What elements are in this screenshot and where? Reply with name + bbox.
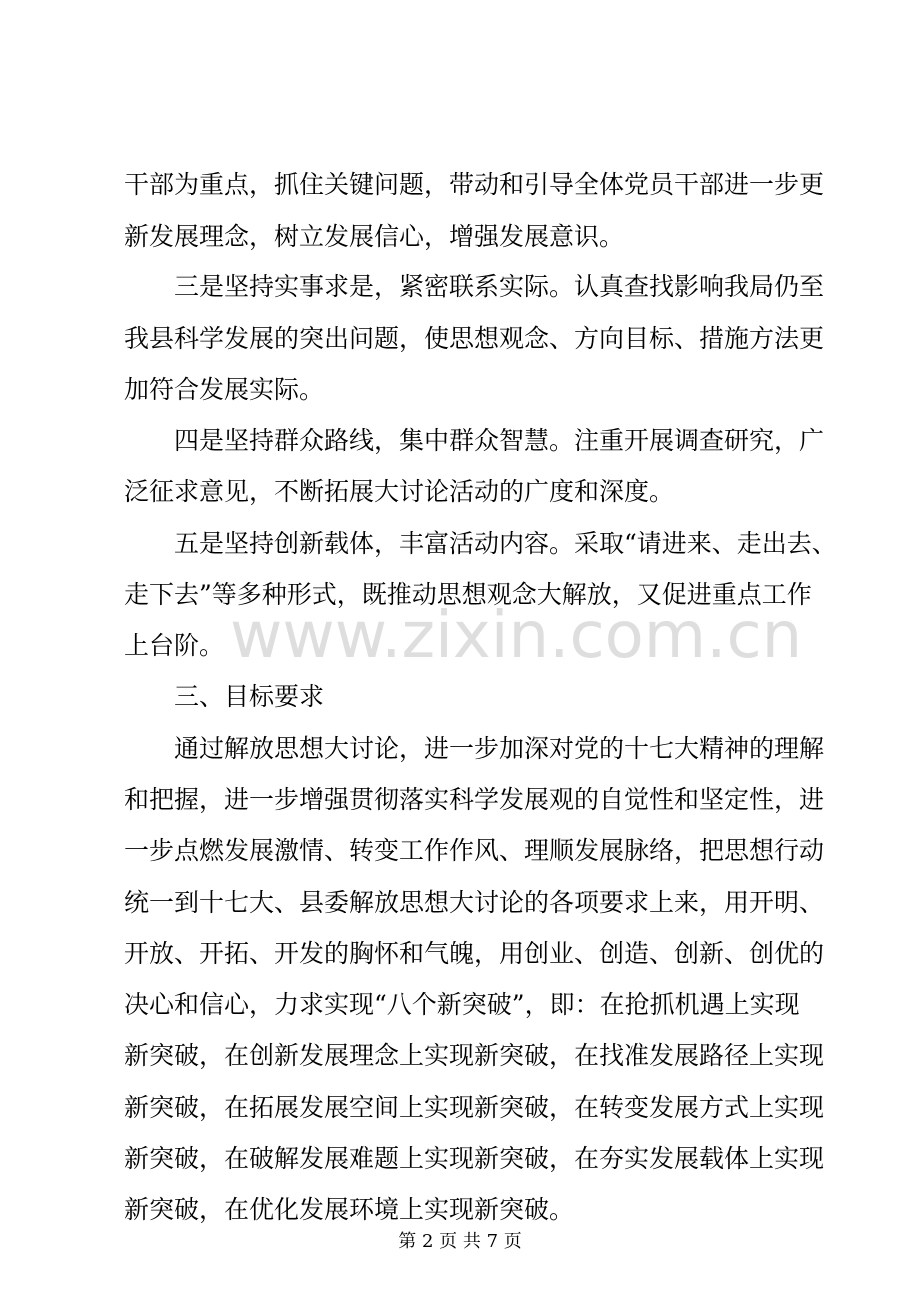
text-line bbox=[0, 985, 920, 1025]
text-line-content: 通过解放思想大讨论，进一步加深对党的十七大精神的理解 bbox=[174, 734, 825, 763]
text-line-content: 新突破，在优化发展环境上实现新突破。 bbox=[124, 1195, 575, 1224]
text-line-content: 决心和信心，力求实现“八个新突破”，即：在抢抓机遇上实现 bbox=[124, 990, 800, 1019]
text-line-content: 四是坚持群众路线，集中群众智慧。注重开展调查研究，广 bbox=[174, 426, 825, 455]
text-line bbox=[0, 472, 920, 512]
text-line-content: 开放、开拓、开发的胸怀和气魄，用创业、创造、创新、创优的 bbox=[124, 939, 825, 968]
text-line bbox=[0, 1088, 920, 1128]
text-line bbox=[0, 1036, 920, 1076]
text-line-content: 新发展理念，树立发展信心，增强发展意识。 bbox=[124, 222, 625, 251]
page-footer: 第 2 页 共 7 页 bbox=[398, 1231, 522, 1252]
text-line bbox=[0, 1139, 920, 1179]
text-line-content: 泛征求意见，不断拓展大讨论活动的广度和深度。 bbox=[124, 477, 675, 506]
text-line-content: 新突破，在创新发展理念上实现新突破，在找准发展路径上实现 bbox=[124, 1041, 825, 1070]
text-line-content: 新突破，在破解发展难题上实现新突破，在夯实发展载体上实现 bbox=[124, 1144, 825, 1173]
text-line bbox=[0, 370, 920, 410]
text-line bbox=[0, 780, 920, 820]
section-heading-text: 三、目标要求 bbox=[174, 682, 325, 711]
text-line-content: 和把握，进一步增强贯彻落实科学发展观的自觉性和坚定性，进 bbox=[124, 785, 825, 814]
section-heading bbox=[0, 677, 920, 717]
text-line bbox=[0, 626, 920, 666]
text-line bbox=[0, 831, 920, 871]
text-line-content: 我县科学发展的突出问题，使思想观念、方向目标、措施方法更 bbox=[124, 324, 825, 353]
watermark: www.zixin.com.cn bbox=[230, 599, 803, 673]
text-line-content: 新突破，在拓展发展空间上实现新突破，在转变发展方式上实现 bbox=[124, 1093, 825, 1122]
text-line-content: 五是坚持创新载体，丰富活动内容。采取“请进来、走出去、 bbox=[174, 529, 837, 558]
text-line bbox=[0, 319, 920, 359]
text-line bbox=[0, 575, 920, 615]
text-line bbox=[0, 217, 920, 257]
text-line-content: 一步点燃发展激情、转变工作作风、理顺发展脉络，把思想行动 bbox=[124, 836, 825, 865]
text-line bbox=[0, 1190, 920, 1230]
text-line bbox=[0, 729, 920, 769]
text-line bbox=[0, 524, 920, 564]
text-line-content: 加符合发展实际。 bbox=[124, 375, 325, 404]
text-line bbox=[0, 165, 920, 205]
text-line-content: 走下去”等多种形式，既推动思想观念大解放，又促进重点工作 bbox=[124, 580, 812, 609]
text-line-content: 三是坚持实事求是，紧密联系实际。认真查找影响我局仍至 bbox=[174, 272, 825, 301]
text-line-content: 上台阶。 bbox=[124, 631, 225, 660]
text-line-content: 干部为重点，抓住关键问题，带动和引导全体党员干部进一步更 bbox=[124, 170, 825, 199]
text-line bbox=[0, 267, 920, 307]
text-line-content: 统一到十七大、县委解放思想大讨论的各项要求上来，用开明、 bbox=[124, 888, 825, 917]
text-line bbox=[0, 421, 920, 461]
text-line bbox=[0, 883, 920, 923]
text-line bbox=[0, 934, 920, 974]
